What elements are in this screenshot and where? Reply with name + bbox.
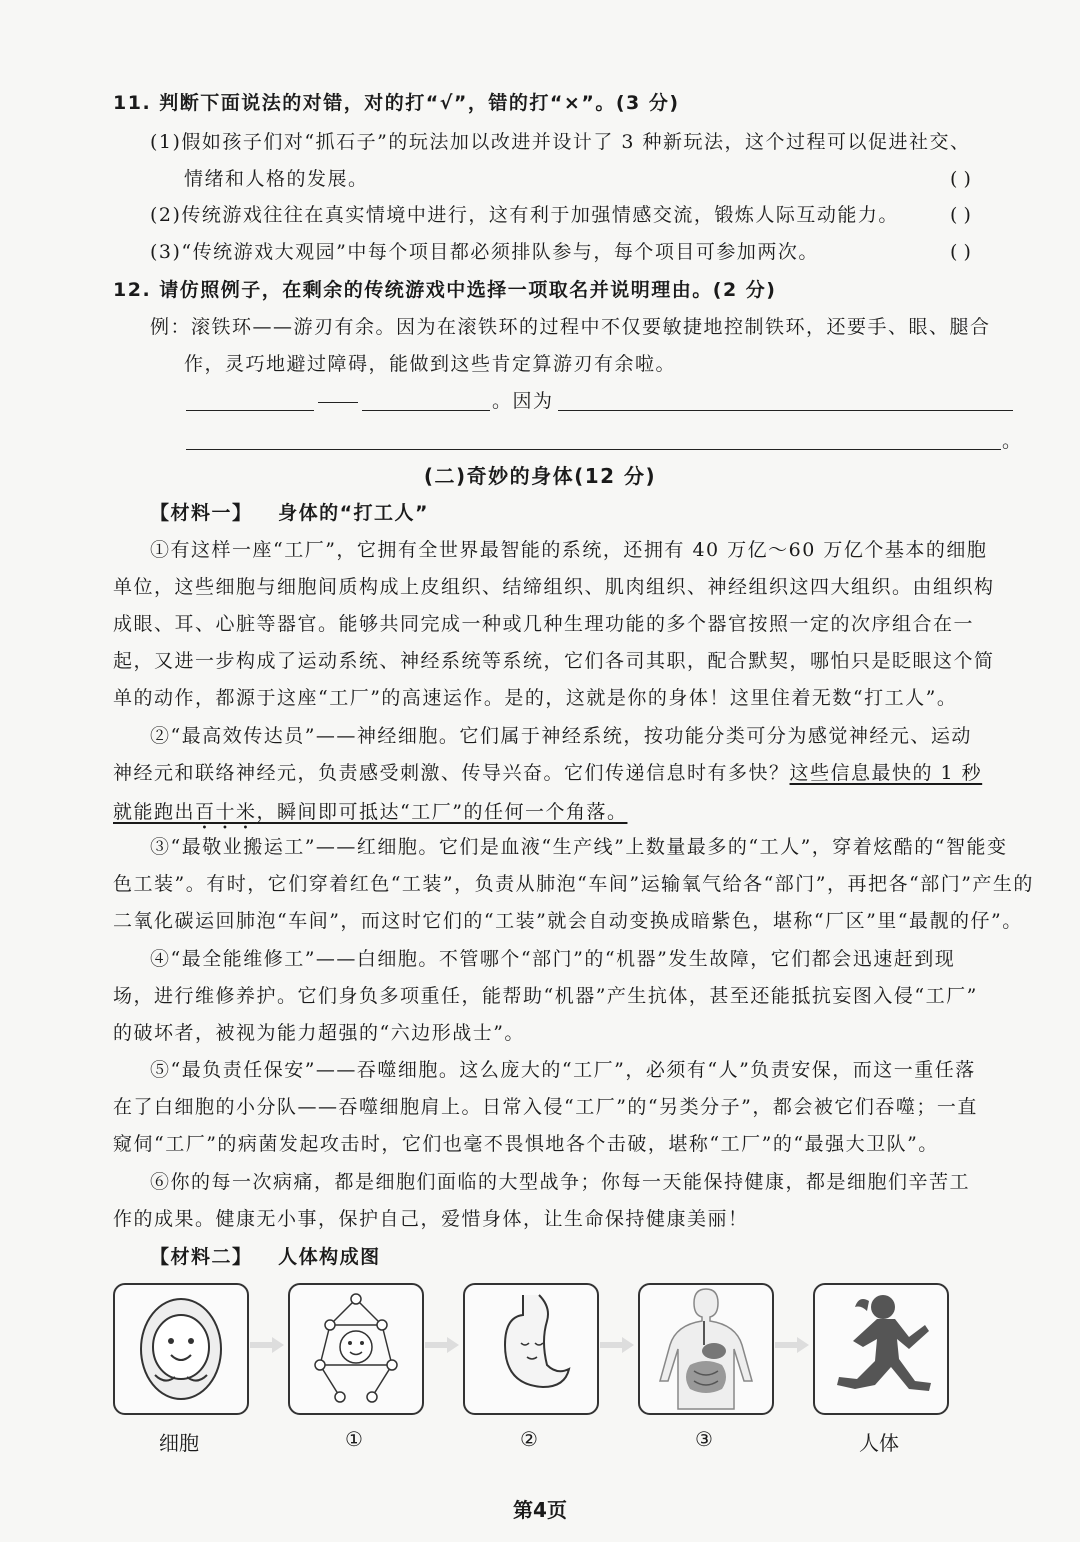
material1-tag: 【材料一】 (150, 502, 253, 524)
q12-reason-blank-1[interactable] (558, 410, 1013, 411)
p2-line3 (113, 801, 627, 834)
organ-system-illustration (638, 1283, 774, 1415)
q12-reason-blank-2[interactable] (186, 449, 1001, 450)
p3-line1: ③“最敬业搬运工”——红细胞。它们是血液“生产线”上数量最多的“工人”，穿着炫酷的“智能变 (150, 836, 1008, 858)
q12-because-label: 。因为 (492, 390, 554, 412)
p4-line3: 的破坏者，被视为能力超强的“六边形战士”。 (113, 1022, 525, 1044)
p1-line3: 成眼、耳、心脏等器官。能够共同完成一种或几种生理功能的多个器官按照一定的次序组合在一 (113, 613, 975, 635)
p5-line3: 窥伺“工厂”的病菌发起攻击时，它们也毫不畏惧地各个击破，堪称“工厂”的“最强大卫队”。 (113, 1133, 939, 1155)
p4-line2: 场，进行维修养护。它们身负多项重任，能帮助“机器”产生抗体，甚至还能抵抗妄图入侵“工厂” (113, 985, 978, 1007)
p2-line2-text: 神经元和联络神经元，负责感受刺激、传导兴奋。它们传递信息时有多快？ (113, 762, 790, 784)
p2-dotted-words: 百十米 (195, 801, 257, 823)
q12-name-blank[interactable] (362, 410, 490, 411)
q12-example-line1: 例：滚铁环——游刃有余。因为在滚铁环的过程中不仅要敏捷地控制铁环，还要手、眼、腿合 (150, 316, 991, 338)
q11-item1-line2: 情绪和人格的发展。 (184, 168, 369, 190)
q12-dash (318, 402, 358, 403)
q11-answer-3[interactable]: ( ) (950, 241, 971, 263)
p1-line4: 起，又进一步构成了运动系统、神经系统等系统，它们各司其职，配合默契，哪怕只是眨眼这个简 (113, 650, 995, 672)
q12-title: 12. 请仿照例子，在剩余的传统游戏中选择一项取名并说明理由。(2 分) (113, 279, 777, 301)
q12-example-line2: 作，灵巧地避过障碍，能做到这些肯定算游刃有余啦。 (184, 353, 677, 375)
p2-line3-post: ，瞬间即可抵达“工厂”的任何一个角落。 (256, 801, 628, 823)
p2-underlined-start: 这些信息最快的 1 秒 (789, 762, 983, 784)
arrow-icon (600, 1337, 634, 1353)
q11-item2: (2)传统游戏往往在真实情境中进行，这有利于加强情感交流，锻炼人际互动能力。 (150, 204, 899, 226)
section-heading: (二)奇妙的身体(12 分) (423, 464, 657, 488)
material1-title: 身体的“打工人” (278, 502, 430, 524)
cell-illustration (113, 1283, 249, 1415)
p3-line2: 色工装”。有时，它们穿着红色“工装”，负责从肺泡“车间”运输氧气给各“部门”，再把各“部门”产生的 (113, 873, 1034, 895)
caption-step-3: ③ (695, 1427, 713, 1451)
p6-line2: 作的成果。健康无小事，保护自己，爱惜身体，让生命保持健康美丽！ (113, 1208, 749, 1230)
caption-cell: 细胞 (159, 1431, 199, 1455)
material2-header (150, 1248, 381, 1267)
material2-tag: 【材料二】 (150, 1246, 253, 1268)
arrow-icon (775, 1337, 809, 1353)
q12-end-mark: 。 (1002, 430, 1023, 452)
p3-line3: 二氧化碳运回肺泡“车间”，而这时它们的“工装”就会自动变换成暗紫色，堪称“厂区”里“最靓的仔”。 (113, 910, 1023, 932)
p6-line1: ⑥你的每一次病痛，都是细胞们面临的大型战争；你每一天能保持健康，都是细胞们辛苦工 (150, 1171, 971, 1193)
p1-line2: 单位，这些细胞与细胞间质构成上皮组织、结缔组织、肌肉组织、神经组织这四大组织。由组织构 (113, 576, 995, 598)
tissue-illustration (288, 1283, 424, 1415)
p5-line2: 在了白细胞的小分队——吞噬细胞肩上。日常入侵“工厂”的“另类分子”，都会被它们吞噬；一直 (113, 1096, 978, 1118)
p2-line1: ②“最高效传达员”——神经细胞。它们属于神经系统，按功能分类可分为感觉神经元、运动 (150, 725, 972, 747)
arrow-icon (250, 1337, 284, 1353)
q11-item1-line1: (1)假如孩子们对“抓石子”的玩法加以改进并设计了 3 种新玩法，这个过程可以促进社交、 (150, 131, 971, 153)
caption-human-body: 人体 (859, 1431, 899, 1455)
material2-title: 人体构成图 (278, 1246, 381, 1268)
p1-line5: 单的动作，都源于这座“工厂”的高速运作。是的，这就是你的身体！这里住着无数“打工人”。 (113, 687, 958, 709)
material1-header (150, 504, 429, 523)
stomach-illustration (463, 1283, 599, 1415)
q12-game-blank[interactable] (186, 410, 314, 411)
human-body-illustration (813, 1283, 949, 1415)
p1-line1: ①有这样一座“工厂”，它拥有全世界最智能的系统，还拥有 40 万亿～60 万亿个基本的细胞 (150, 539, 988, 561)
p4-line1: ④“最全能维修工”——白细胞。不管哪个“部门”的“机器”发生故障，它们都会迅速赶到现 (150, 948, 956, 970)
p2-line3-pre: 就能跑出 (113, 801, 196, 823)
page-number: 第4页 (513, 1498, 567, 1522)
p2-line2 (113, 764, 982, 783)
arrow-icon (425, 1337, 459, 1353)
caption-step-1: ① (345, 1427, 363, 1451)
q11-answer-1[interactable]: ( ) (950, 168, 971, 190)
caption-step-2: ② (520, 1427, 538, 1451)
p5-line1: ⑤“最负责任保安”——吞噬细胞。这么庞大的“工厂”，必须有“人”负责安保，而这一重任落 (150, 1059, 976, 1081)
q11-answer-2[interactable]: ( ) (950, 204, 971, 226)
q11-title: 11. 判断下面说法的对错，对的打“√”，错的打“×”。(3 分) (113, 92, 680, 114)
q11-item3: (3)“传统游戏大观园”中每个项目都必须排队参与，每个项目可参加两次。 (150, 241, 819, 263)
